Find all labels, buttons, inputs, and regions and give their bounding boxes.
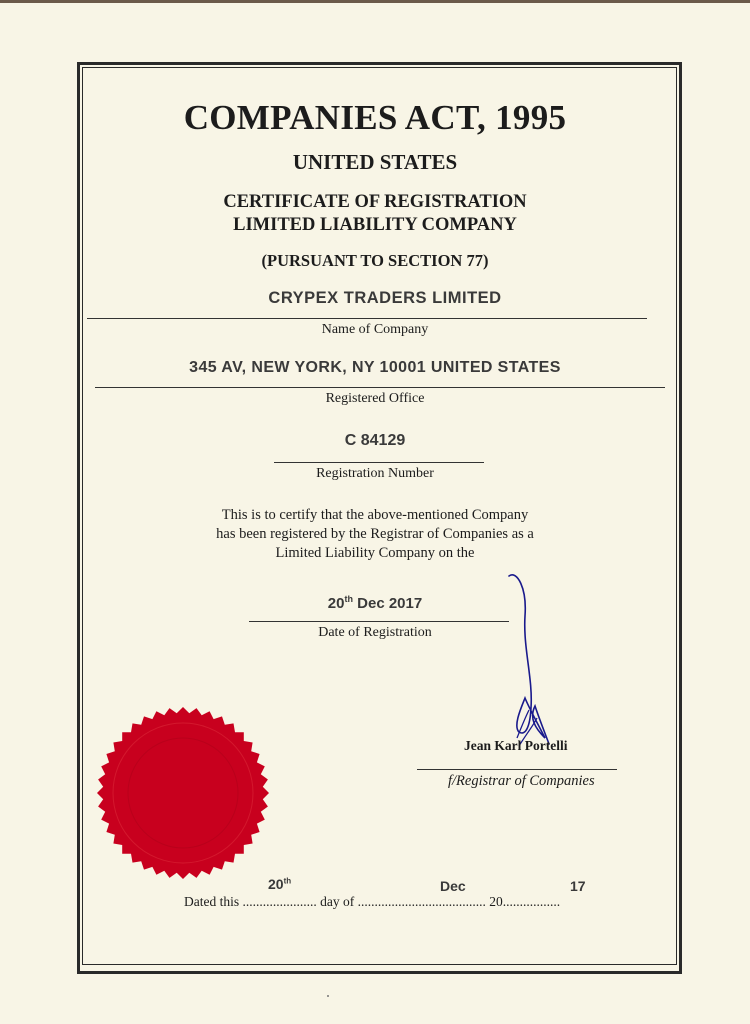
registrar-title: f/Registrar of Companies [448, 773, 595, 789]
dated-day: 20 [268, 876, 284, 892]
dated-day-suffix: th [283, 876, 292, 886]
dated-year-dots: ................. [502, 894, 561, 909]
registered-office: 345 AV, NEW YORK, NY 10001 UNITED STATES [189, 359, 561, 376]
certification-line-2: has been registered by the Registrar of Companies as a [216, 526, 534, 542]
certificate-heading: CERTIFICATE OF REGISTRATION [223, 192, 527, 212]
company-type-heading: LIMITED LIABILITY COMPANY [233, 215, 517, 235]
registration-number-line [274, 462, 484, 463]
paper-speck [327, 995, 329, 997]
dated-day-word: day of [316, 894, 358, 909]
dated-line [184, 894, 560, 910]
act-title: COMPANIES ACT, 1995 [183, 98, 567, 137]
dated-year-prefix: 20 [485, 894, 503, 909]
registration-day-suffix: th [344, 594, 353, 604]
country-title: UNITED STATES [292, 150, 458, 174]
registered-office-line [95, 387, 665, 388]
registration-number-caption: Registration Number [316, 466, 434, 481]
dated-prefix: Dated this [184, 894, 243, 909]
registration-date-line [249, 621, 509, 622]
signature-icon [495, 568, 575, 758]
registration-number: C 84129 [344, 432, 406, 449]
registered-office-caption: Registered Office [325, 391, 425, 406]
registration-day: 20 [327, 595, 345, 612]
certification-line-1: This is to certify that the above-mentioned Company [221, 507, 529, 523]
registrar-line [417, 769, 617, 770]
registration-date [0, 594, 750, 612]
company-name-caption: Name of Company [321, 322, 429, 337]
registrar-name: Jean Karl Portelli [464, 738, 568, 753]
dated-day-dots: ...................... [242, 894, 317, 909]
certification-line-3: Limited Liability Company on the [275, 545, 475, 561]
certification-statement [0, 506, 750, 563]
registration-month-year: Dec 2017 [357, 595, 423, 612]
dated-month-value: Dec [440, 878, 466, 894]
red-seal-icon [94, 705, 272, 881]
dated-day-value [268, 876, 291, 892]
top-border [0, 0, 750, 3]
registration-date-caption: Date of Registration [318, 625, 432, 640]
company-name: CRYPEX TRADERS LIMITED [268, 289, 502, 307]
company-name-line [87, 318, 647, 319]
dated-year-value: 17 [570, 878, 586, 894]
dated-month-dots: ...................................... [357, 894, 486, 909]
pursuant-clause: (PURSUANT TO SECTION 77) [261, 251, 489, 270]
